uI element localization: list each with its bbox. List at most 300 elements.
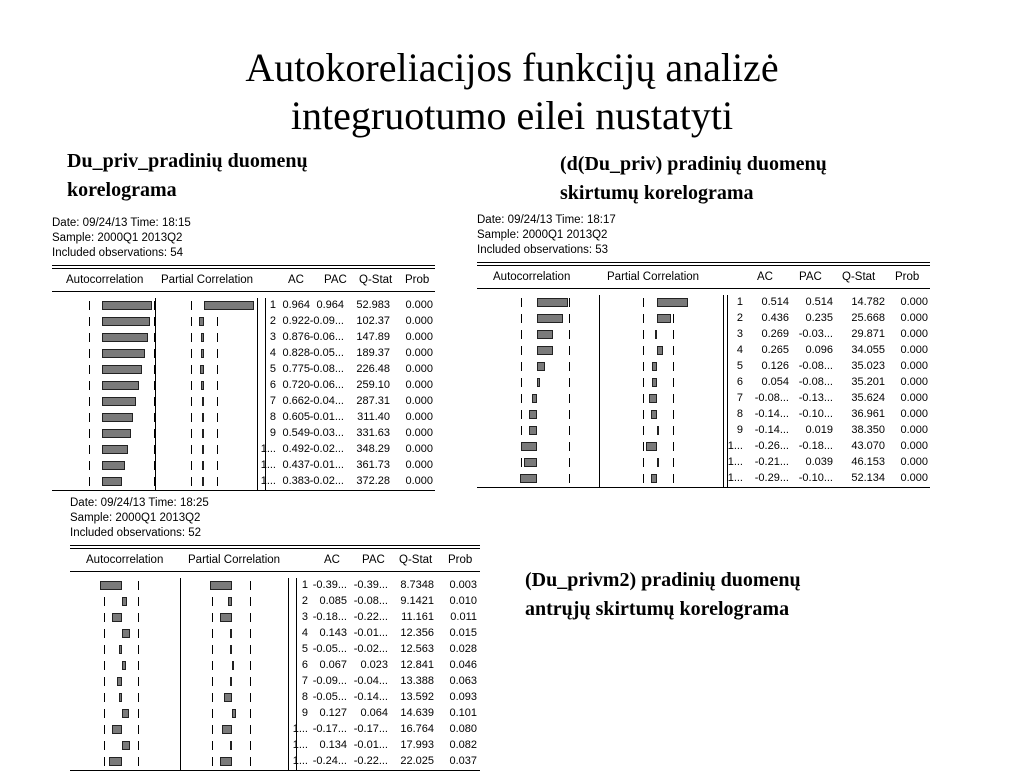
lag-cell: 2 <box>301 595 308 607</box>
pac-bar <box>657 426 659 435</box>
pac-bar <box>228 597 232 606</box>
ac-cell: -0.14... <box>754 408 789 420</box>
lag-cell: 7 <box>736 392 743 404</box>
ac-confidence-mark <box>569 298 570 307</box>
qstat-cell: 12.563 <box>400 643 434 655</box>
ac-bar <box>102 381 139 390</box>
ac-confidence-mark <box>138 709 139 718</box>
ac-bar <box>122 661 126 670</box>
ac-confidence-mark <box>138 725 139 734</box>
table-row <box>477 439 930 455</box>
header-qstat: Q-Stat <box>399 554 433 566</box>
ac-cell: -0.29... <box>754 472 789 484</box>
lag-cell: 1... <box>727 440 743 452</box>
pac-bar <box>202 477 204 486</box>
ac-confidence-mark <box>104 725 105 734</box>
table-row <box>70 626 480 642</box>
pac-confidence-mark <box>673 410 674 419</box>
pac-cell: -0.01... <box>353 739 388 751</box>
ac-confidence-mark <box>154 333 155 342</box>
table-row <box>477 359 930 375</box>
pac-cell: -0.22... <box>353 611 388 623</box>
caption-3-line-1: (Du_privm2) pradinių duomenų <box>525 569 801 591</box>
ac-bar <box>102 301 152 310</box>
pac-cell: 0.096 <box>805 344 833 356</box>
table-rule-bottom <box>477 487 930 488</box>
qstat-cell: 102.37 <box>356 315 390 327</box>
correlogram-d-du-priv <box>477 213 930 506</box>
pac-cell: -0.02... <box>309 443 344 455</box>
table-row <box>70 594 480 610</box>
ac-confidence-mark <box>154 349 155 358</box>
qstat-cell: 11.161 <box>401 611 434 623</box>
qstat-cell: 38.350 <box>851 424 885 436</box>
correlogram-rows <box>70 572 480 770</box>
table-row <box>52 362 435 378</box>
qstat-cell: 17.993 <box>400 739 434 751</box>
ac-cell: 0.126 <box>761 360 789 372</box>
ac-cell: 0.549 <box>282 427 310 439</box>
table-row <box>52 426 435 442</box>
prob-cell: 0.010 <box>449 595 477 607</box>
qstat-cell: 13.388 <box>400 675 434 687</box>
ac-confidence-mark <box>154 317 155 326</box>
pac-confidence-mark <box>191 461 192 470</box>
ac-bar <box>102 429 131 438</box>
lag-cell: 1... <box>292 755 308 767</box>
pac-bar <box>649 394 657 403</box>
table-row <box>477 295 930 311</box>
ac-confidence-mark <box>89 317 90 326</box>
table-row <box>477 471 930 487</box>
ac-cell: 0.143 <box>319 627 347 639</box>
meta-date: Date: 09/24/13 Time: 18:25 <box>70 497 209 509</box>
prob-cell: 0.080 <box>449 723 477 735</box>
caption-3-line-2: antrųjų skirtumų korelograma <box>525 598 790 620</box>
prob-cell: 0.000 <box>405 443 433 455</box>
pac-confidence-mark <box>191 477 192 486</box>
ac-confidence-mark <box>138 629 139 638</box>
header-pac: PAC <box>324 274 347 286</box>
prob-cell: 0.000 <box>900 312 928 324</box>
ac-cell: 0.876 <box>282 331 310 343</box>
pac-confidence-mark <box>212 613 213 622</box>
ac-confidence-mark <box>569 378 570 387</box>
ac-cell: -0.39... <box>312 579 347 591</box>
lag-cell: 9 <box>269 427 276 439</box>
header-ac: AC <box>757 271 773 283</box>
ac-confidence-mark <box>154 365 155 374</box>
ac-bar <box>537 378 540 387</box>
ac-bar <box>109 757 122 766</box>
pac-confidence-mark <box>643 474 644 483</box>
pac-cell: -0.09... <box>309 315 344 327</box>
table-row <box>70 690 480 706</box>
meta-sample: Sample: 2000Q1 2013Q2 <box>52 232 183 244</box>
prob-cell: 0.000 <box>405 395 433 407</box>
ac-confidence-mark <box>569 458 570 467</box>
lag-cell: 1... <box>292 739 308 751</box>
ac-cell: -0.26... <box>754 440 789 452</box>
ac-confidence-mark <box>154 381 155 390</box>
header-autocorrelation: Autocorrelation <box>493 271 571 283</box>
ac-confidence-mark <box>138 677 139 686</box>
ac-confidence-mark <box>104 629 105 638</box>
ac-cell: 0.514 <box>761 296 789 308</box>
pac-bar <box>222 725 232 734</box>
table-row <box>52 378 435 394</box>
ac-bar <box>102 365 142 374</box>
lag-cell: 9 <box>736 424 743 436</box>
pac-cell: -0.14... <box>353 691 388 703</box>
qstat-cell: 12.356 <box>400 627 434 639</box>
prob-cell: 0.003 <box>449 579 477 591</box>
ac-confidence-mark <box>521 458 522 467</box>
ac-cell: 0.127 <box>319 707 347 719</box>
ac-confidence-mark <box>138 581 139 590</box>
ac-bar <box>537 346 553 355</box>
prob-cell: 0.000 <box>900 472 928 484</box>
table-row <box>52 410 435 426</box>
lag-cell: 4 <box>269 347 276 359</box>
pac-confidence-mark <box>643 330 644 339</box>
table-row <box>70 578 480 594</box>
header-autocorrelation: Autocorrelation <box>86 554 164 566</box>
pac-bar <box>220 613 232 622</box>
pac-confidence-mark <box>212 629 213 638</box>
correlogram-rows <box>52 292 435 490</box>
lag-cell: 1... <box>727 456 743 468</box>
pac-confidence-mark <box>673 314 674 323</box>
pac-cell: -0.39... <box>353 579 388 591</box>
pac-confidence-mark <box>212 725 213 734</box>
column-headers <box>70 549 480 571</box>
qstat-cell: 36.961 <box>851 408 885 420</box>
lag-cell: 3 <box>301 611 308 623</box>
table-row <box>70 658 480 674</box>
prob-cell: 0.046 <box>449 659 477 671</box>
prob-cell: 0.101 <box>449 707 477 719</box>
table-row <box>70 706 480 722</box>
lag-cell: 1... <box>292 723 308 735</box>
pac-confidence-mark <box>673 442 674 451</box>
ac-confidence-mark <box>154 301 155 310</box>
prob-cell: 0.082 <box>449 739 477 751</box>
ac-confidence-mark <box>104 613 105 622</box>
ac-confidence-mark <box>521 346 522 355</box>
lag-cell: 5 <box>736 360 743 372</box>
column-headers <box>52 269 435 291</box>
lag-cell: 7 <box>269 395 276 407</box>
pac-confidence-mark <box>191 413 192 422</box>
ac-confidence-mark <box>89 349 90 358</box>
qstat-cell: 34.055 <box>851 344 885 356</box>
ac-confidence-mark <box>138 741 139 750</box>
ac-confidence-mark <box>569 426 570 435</box>
prob-cell: 0.000 <box>405 411 433 423</box>
qstat-cell: 46.153 <box>851 456 885 468</box>
ac-bar <box>537 362 545 371</box>
pac-bar <box>652 362 657 371</box>
pac-cell: -0.06... <box>309 331 344 343</box>
lag-cell: 3 <box>269 331 276 343</box>
ac-confidence-mark <box>89 365 90 374</box>
prob-cell: 0.000 <box>900 296 928 308</box>
header-partial_correlation: Partial Correlation <box>607 271 700 283</box>
qstat-cell: 35.624 <box>851 392 885 404</box>
ac-cell: 0.383 <box>282 475 310 487</box>
pac-bar <box>201 333 204 342</box>
pac-confidence-mark <box>643 346 644 355</box>
table-row <box>70 722 480 738</box>
ac-bar <box>532 394 537 403</box>
meta-date: Date: 09/24/13 Time: 18:17 <box>477 214 616 226</box>
pac-bar <box>210 581 232 590</box>
correlogram-du-privm2 <box>70 496 480 767</box>
ac-cell: 0.054 <box>761 376 789 388</box>
pac-bar <box>232 661 234 670</box>
ac-bar <box>119 693 122 702</box>
ac-confidence-mark <box>521 330 522 339</box>
ac-confidence-mark <box>89 333 90 342</box>
prob-cell: 0.000 <box>900 344 928 356</box>
lag-cell: 1... <box>260 475 276 487</box>
header-qstat: Q-Stat <box>359 274 393 286</box>
ac-confidence-mark <box>89 301 90 310</box>
ac-confidence-mark <box>138 693 139 702</box>
pac-bar <box>202 429 204 438</box>
ac-confidence-mark <box>104 757 105 766</box>
header-prob: Prob <box>448 554 473 566</box>
pac-bar <box>651 474 657 483</box>
ac-confidence-mark <box>521 378 522 387</box>
prob-cell: 0.000 <box>405 315 433 327</box>
prob-cell: 0.000 <box>405 427 433 439</box>
lag-cell: 4 <box>736 344 743 356</box>
pac-cell: -0.05... <box>309 347 344 359</box>
pac-bar <box>220 757 232 766</box>
ac-cell: -0.05... <box>312 643 347 655</box>
pac-cell: 0.514 <box>805 296 833 308</box>
correlogram-rows <box>477 289 930 487</box>
qstat-cell: 147.89 <box>356 331 390 343</box>
pac-confidence-mark <box>212 757 213 766</box>
table-row <box>477 455 930 471</box>
pac-bar <box>232 709 236 718</box>
title-line-1: Autokoreliacijos funkcijų analizė <box>245 45 779 90</box>
qstat-cell: 25.668 <box>851 312 885 324</box>
qstat-cell: 22.025 <box>400 755 434 767</box>
ac-confidence-mark <box>104 645 105 654</box>
pac-confidence-mark <box>643 442 644 451</box>
pac-bar <box>230 677 232 686</box>
ac-cell: -0.05... <box>312 691 347 703</box>
ac-cell: 0.436 <box>761 312 789 324</box>
pac-cell: -0.02... <box>353 643 388 655</box>
table-row <box>477 407 930 423</box>
pac-cell: -0.03... <box>309 427 344 439</box>
ac-cell: -0.09... <box>312 675 347 687</box>
pac-bar <box>200 365 204 374</box>
ac-confidence-mark <box>569 346 570 355</box>
pac-bar <box>202 461 204 470</box>
pac-cell: -0.08... <box>798 360 833 372</box>
ac-bar <box>112 613 122 622</box>
qstat-cell: 8.7348 <box>400 579 434 591</box>
pac-cell: -0.18... <box>798 440 833 452</box>
pac-confidence-mark <box>212 693 213 702</box>
ac-bar <box>112 725 122 734</box>
ac-confidence-mark <box>154 445 155 454</box>
pac-confidence-mark <box>212 661 213 670</box>
qstat-cell: 348.29 <box>356 443 390 455</box>
pac-bar <box>201 349 204 358</box>
qstat-cell: 12.841 <box>400 659 434 671</box>
table-row <box>52 394 435 410</box>
ac-confidence-mark <box>569 394 570 403</box>
pac-confidence-mark <box>191 365 192 374</box>
ac-confidence-mark <box>521 410 522 419</box>
ac-cell: 0.437 <box>282 459 310 471</box>
lag-cell: 1 <box>736 296 743 308</box>
pac-bar <box>202 397 204 406</box>
ac-confidence-mark <box>154 461 155 470</box>
pac-cell: -0.13... <box>798 392 833 404</box>
pac-confidence-mark <box>643 426 644 435</box>
pac-confidence-mark <box>191 301 192 310</box>
pac-confidence-mark <box>643 410 644 419</box>
ac-bar <box>102 349 145 358</box>
pac-cell: -0.10... <box>798 472 833 484</box>
ac-cell: -0.08... <box>754 392 789 404</box>
pac-confidence-mark <box>212 645 213 654</box>
pac-confidence-mark <box>643 378 644 387</box>
table-row <box>52 442 435 458</box>
ac-bar <box>102 317 150 326</box>
prob-cell: 0.000 <box>900 360 928 372</box>
meta-date: Date: 09/24/13 Time: 18:15 <box>52 217 191 229</box>
prob-cell: 0.011 <box>450 611 477 623</box>
table-row <box>477 343 930 359</box>
ac-confidence-mark <box>104 661 105 670</box>
prob-cell: 0.063 <box>449 675 477 687</box>
pac-cell: -0.01... <box>353 627 388 639</box>
qstat-cell: 52.134 <box>851 472 885 484</box>
prob-cell: 0.000 <box>900 424 928 436</box>
ac-confidence-mark <box>521 314 522 323</box>
ac-cell: 0.269 <box>761 328 789 340</box>
ac-confidence-mark <box>104 709 105 718</box>
ac-bar <box>524 458 537 467</box>
table-row <box>70 738 480 754</box>
pac-bar <box>202 413 204 422</box>
qstat-cell: 189.37 <box>356 347 390 359</box>
lag-cell: 9 <box>301 707 308 719</box>
ac-cell: 0.922 <box>282 315 310 327</box>
lag-cell: 3 <box>736 328 743 340</box>
ac-confidence-mark <box>89 413 90 422</box>
pac-cell: -0.01... <box>309 459 344 471</box>
ac-confidence-mark <box>154 429 155 438</box>
header-pac: PAC <box>799 271 822 283</box>
ac-bar <box>521 442 537 451</box>
qstat-cell: 35.201 <box>851 376 885 388</box>
pac-cell: 0.019 <box>805 424 833 436</box>
ac-bar <box>102 333 148 342</box>
ac-bar <box>122 597 127 606</box>
ac-confidence-mark <box>154 413 155 422</box>
pac-confidence-mark <box>212 677 213 686</box>
pac-confidence-mark <box>673 458 674 467</box>
ac-confidence-mark <box>89 381 90 390</box>
pac-confidence-mark <box>191 333 192 342</box>
pac-confidence-mark <box>191 381 192 390</box>
ac-bar <box>529 410 537 419</box>
ac-cell: -0.18... <box>312 611 347 623</box>
ac-confidence-mark <box>521 394 522 403</box>
ac-cell: 0.085 <box>319 595 347 607</box>
pac-confidence-mark <box>212 709 213 718</box>
caption-1-line-1: Du_priv_pradinių duomenų <box>67 150 308 172</box>
table-row <box>70 674 480 690</box>
pac-confidence-mark <box>643 458 644 467</box>
pac-cell: -0.04... <box>309 395 344 407</box>
pac-confidence-mark <box>191 429 192 438</box>
slide-title <box>0 44 1024 140</box>
pac-cell: -0.08... <box>353 595 388 607</box>
qstat-cell: 361.73 <box>356 459 390 471</box>
qstat-cell: 16.764 <box>400 723 434 735</box>
header-autocorrelation: Autocorrelation <box>66 274 144 286</box>
caption-correlogram-1 <box>67 147 308 205</box>
pac-confidence-mark <box>673 362 674 371</box>
table-row <box>477 311 930 327</box>
ac-bar <box>122 709 129 718</box>
lag-cell: 1... <box>260 443 276 455</box>
table-rule-bottom <box>52 490 435 491</box>
header-partial_correlation: Partial Correlation <box>188 554 281 566</box>
qstat-cell: 35.023 <box>851 360 885 372</box>
pac-confidence-mark <box>191 349 192 358</box>
ac-confidence-mark <box>569 362 570 371</box>
pac-bar <box>224 693 232 702</box>
ac-confidence-mark <box>569 474 570 483</box>
lag-cell: 2 <box>269 315 276 327</box>
prob-cell: 0.000 <box>405 331 433 343</box>
pac-confidence-mark <box>643 298 644 307</box>
meta-obs: Included observations: 52 <box>70 527 202 539</box>
ac-confidence-mark <box>569 330 570 339</box>
ac-confidence-mark <box>569 314 570 323</box>
qstat-cell: 311.40 <box>357 411 390 423</box>
lag-cell: 8 <box>269 411 276 423</box>
header-prob: Prob <box>895 271 920 283</box>
ac-confidence-mark <box>89 445 90 454</box>
ac-confidence-mark <box>154 397 155 406</box>
qstat-cell: 226.48 <box>356 363 390 375</box>
qstat-cell: 331.63 <box>356 427 390 439</box>
header-qstat: Q-Stat <box>842 271 876 283</box>
pac-cell: 0.023 <box>360 659 388 671</box>
caption-correlogram-2 <box>560 150 827 208</box>
pac-confidence-mark <box>673 394 674 403</box>
table-row <box>477 327 930 343</box>
ac-confidence-mark <box>138 645 139 654</box>
pac-cell: -0.10... <box>798 408 833 420</box>
ac-cell: 0.492 <box>282 443 310 455</box>
ac-confidence-mark <box>521 298 522 307</box>
lag-cell: 7 <box>301 675 308 687</box>
